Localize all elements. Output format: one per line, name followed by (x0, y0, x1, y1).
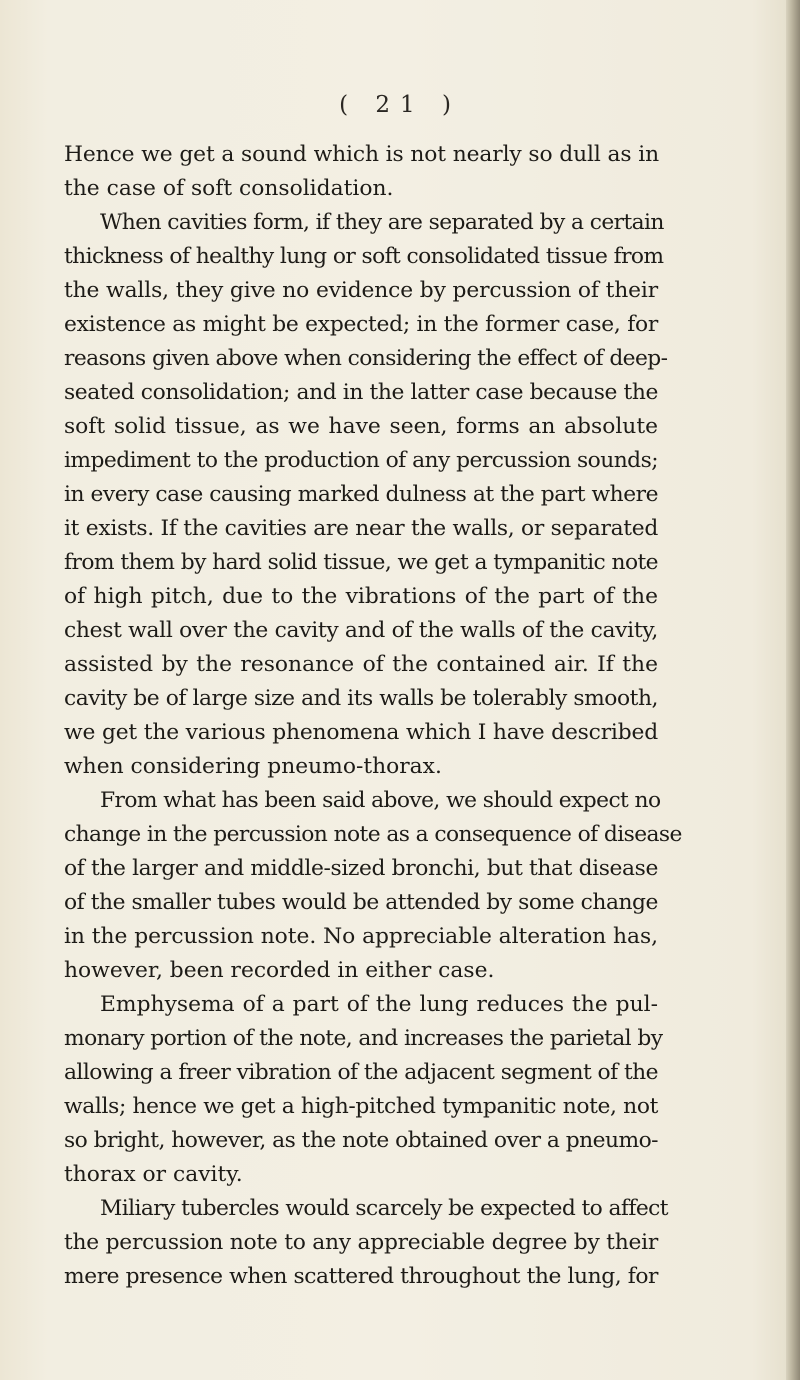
text-line: however, been recorded in either case. (64, 958, 495, 983)
text-line: Emphysema of a part of the lung reduces the pul- (100, 992, 658, 1017)
text-line: the walls, they give no evidence by percussion of their (64, 278, 658, 303)
text-line: thorax or cavity. (64, 1162, 243, 1187)
page-number: ( 21 ) (339, 92, 461, 118)
text-line: it exists. If the cavities are near the walls, or separated (64, 516, 658, 541)
text-line: monary portion of the note, and increases the parietal by (64, 1026, 663, 1051)
text-line: in the percussion note. No appreciable alteration has, (64, 924, 658, 949)
text-line: allowing a freer vibration of the adjacent segment of the (64, 1060, 658, 1085)
text-line: so bright, however, as the note obtained over a pneumo- (64, 1128, 658, 1153)
text-line: existence as might be expected; in the former case, for (64, 312, 658, 337)
text-line: thickness of healthy lung or soft consolidated tissue from (64, 244, 664, 269)
text-line: the case of soft consolidation. (64, 176, 394, 201)
text-line: we get the various phenomena which I have described (64, 720, 658, 745)
text-line: soft solid tissue, as we have seen, forms an absolute (64, 414, 658, 439)
text-line: of the smaller tubes would be attended by some change (64, 890, 658, 915)
text-line: cavity be of large size and its walls be tolerably smooth, (64, 686, 658, 711)
text-line: of the larger and middle-sized bronchi, but that disease (64, 856, 658, 881)
text-line: the percussion note to any appreciable degree by their (64, 1230, 658, 1255)
text-line: mere presence when scattered throughout the lung, for (64, 1264, 658, 1289)
text-line: seated consolidation; and in the latter case because the (64, 380, 658, 405)
text-line: change in the percussion note as a consequence of disease (64, 822, 682, 847)
text-line: Miliary tubercles would scarcely be expected to affect (100, 1196, 668, 1221)
text-line: When cavities form, if they are separated by a certain (100, 210, 664, 235)
text-line: in every case causing marked dulness at the part where (64, 482, 658, 507)
text-line: assisted by the resonance of the contained air. If the (64, 652, 658, 677)
text-line: chest wall over the cavity and of the walls of the cavity, (64, 618, 658, 643)
text-line: from them by hard solid tissue, we get a tympanitic note (64, 550, 658, 575)
text-line: of high pitch, due to the vibrations of the part of the (64, 584, 658, 609)
text-line: walls; hence we get a high-pitched tympanitic note, not (64, 1094, 658, 1119)
text-line: Hence we get a sound which is not nearly so dull as in (64, 142, 659, 167)
text-line: impediment to the production of any percussion sounds; (64, 448, 658, 473)
text-line: reasons given above when considering the effect of deep- (64, 346, 668, 371)
text-line: when considering pneumo-thorax. (64, 754, 442, 779)
text-line: From what has been said above, we should expect no (100, 788, 661, 813)
